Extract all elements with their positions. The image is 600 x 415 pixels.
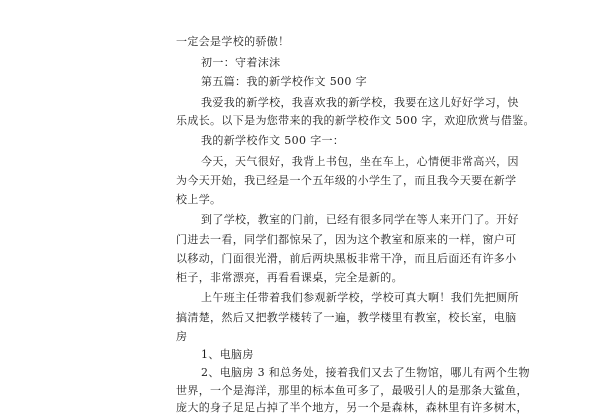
list-item: 1、电脑房 [201,348,254,361]
text-line: 搞清楚，然后又把教学楼转了一遍，教学楼里有教室，校长室，电脑 [176,311,517,324]
list-item: 2、电脑房 3 和总务处，接着我们又去了生物馆，哪儿有两个生物 [201,366,530,379]
text-line: 门进去一看，同学们都惊呆了，因为这个教室和原来的一样，窗户可 [176,233,517,246]
text-line: 上午班主任带着我们参观新学校，学校可真大啊！我们先把厕所 [201,291,519,304]
subheading: 我的新学校作文 500 字一： [201,134,345,147]
text-line: 柜子，非常漂亮，再看看课桌，完全是新的。 [176,271,403,284]
text-line: 一定会是学校的骄傲！ [176,35,290,48]
text-line: 初一：守着沫沫 [201,56,281,69]
text-line: 为今天开始，我已经是一个五年级的小学生了，而且我今天要在新学 [176,174,517,187]
text-line: 校上学。 [176,193,222,206]
text-line: 以移动，门面很光滑，前后两块黑板非常干净，而且后面还有许多小 [176,252,517,265]
text-line: 乐成长。以下是为您带来的我的新学校作文 500 字，欢迎欣赏与借鉴。 [176,114,535,127]
text-line: 我爱我的新学校，我喜欢我的新学校，我要在这儿好好学习，快 [201,96,519,109]
text-line: 房 [176,330,188,343]
text-line: 世界，一个是海洋，那里的标本鱼可多了，最吸引人的是那条大鲨鱼， [176,384,528,397]
section-heading: 第五篇：我的新学校作文 500 字 [201,75,367,88]
text-line: 今天，天气很好，我背上书包，坐在车上，心情便非常高兴，因 [201,155,519,168]
text-line: 庞大的身子足足占掉了半个地方，另一个是森林，森林里有许多树木， [176,401,528,414]
text-line: 到了学校，教室的门前，已经有很多同学在等人来开门了。开好 [201,213,519,226]
